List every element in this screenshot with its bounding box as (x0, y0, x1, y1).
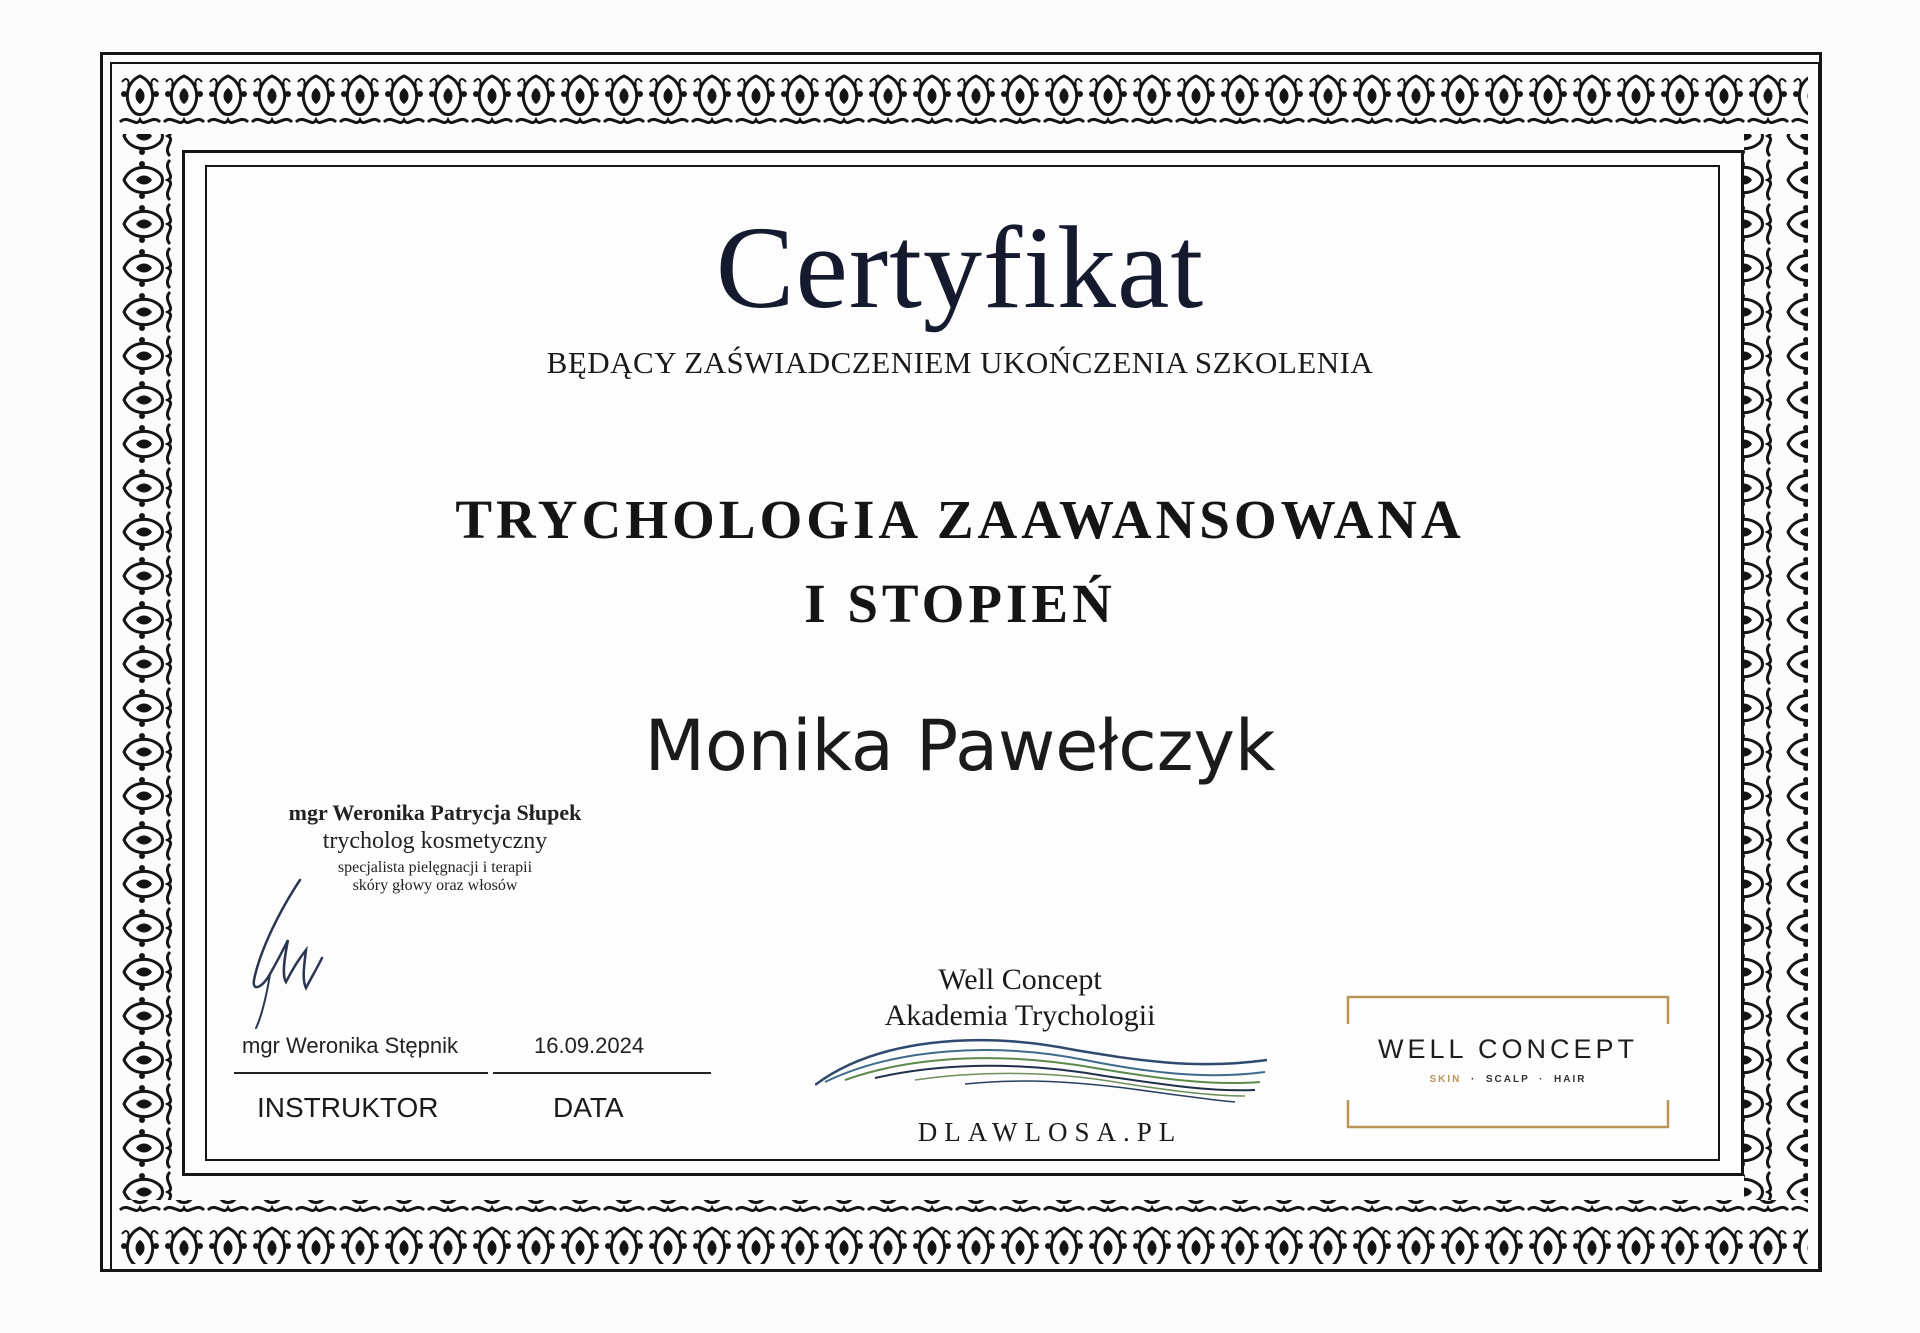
academy-line2: Akademia Trychologii (884, 999, 1156, 1032)
date-signature-line (493, 1072, 711, 1074)
certificate-date: 16.09.2024 (534, 1033, 645, 1058)
stamp-line-title: trycholog kosmetyczny (322, 828, 548, 854)
handwritten-signature (240, 870, 390, 1030)
recipient-name: Monika Pawełczyk (644, 705, 1276, 787)
certificate-title: Certyfikat (715, 202, 1205, 333)
well-concept-logo (1345, 994, 1671, 1130)
logo-tag-scalp: SCALP (1485, 1074, 1530, 1085)
stamp-line-specialty: specjalista pielęgnacji i terapii (337, 859, 533, 876)
certificate-subtitle: BĘDĄCY ZAŚWIADCZENIEM UKOŃCZENIA SZKOLENIA (546, 345, 1374, 380)
stamp-line-name: mgr Weronika Patrycja Słupek (288, 800, 582, 825)
course-name-line2: I STOPIEŃ (804, 573, 1116, 634)
instructor-name: mgr Weronika Stępnik (242, 1033, 459, 1058)
instructor-signature-line (234, 1072, 488, 1074)
feather-logo-icon (815, 1030, 1275, 1110)
academy-line1: Well Concept (938, 963, 1102, 996)
course-name-line1: TRYCHOLOGIA ZAAWANSOWANA (455, 489, 1465, 550)
academy-name (850, 962, 1190, 1034)
instructor-label: INSTRUKTOR (257, 1092, 439, 1123)
date-label: DATA (553, 1092, 624, 1123)
logo-tag-skin: SKIN (1429, 1074, 1462, 1085)
course-name (0, 478, 1920, 646)
logo-tag-hair: HAIR (1554, 1074, 1587, 1085)
logo-tagline: SKIN · SCALP · HAIR (1429, 1074, 1587, 1085)
stamp-line-specialty-2: skóry głowy oraz włosów (352, 877, 518, 894)
logo-wordmark: WELL CONCEPT (1377, 1034, 1639, 1064)
website-url: DLAWLOSA.PL (917, 1117, 1183, 1147)
